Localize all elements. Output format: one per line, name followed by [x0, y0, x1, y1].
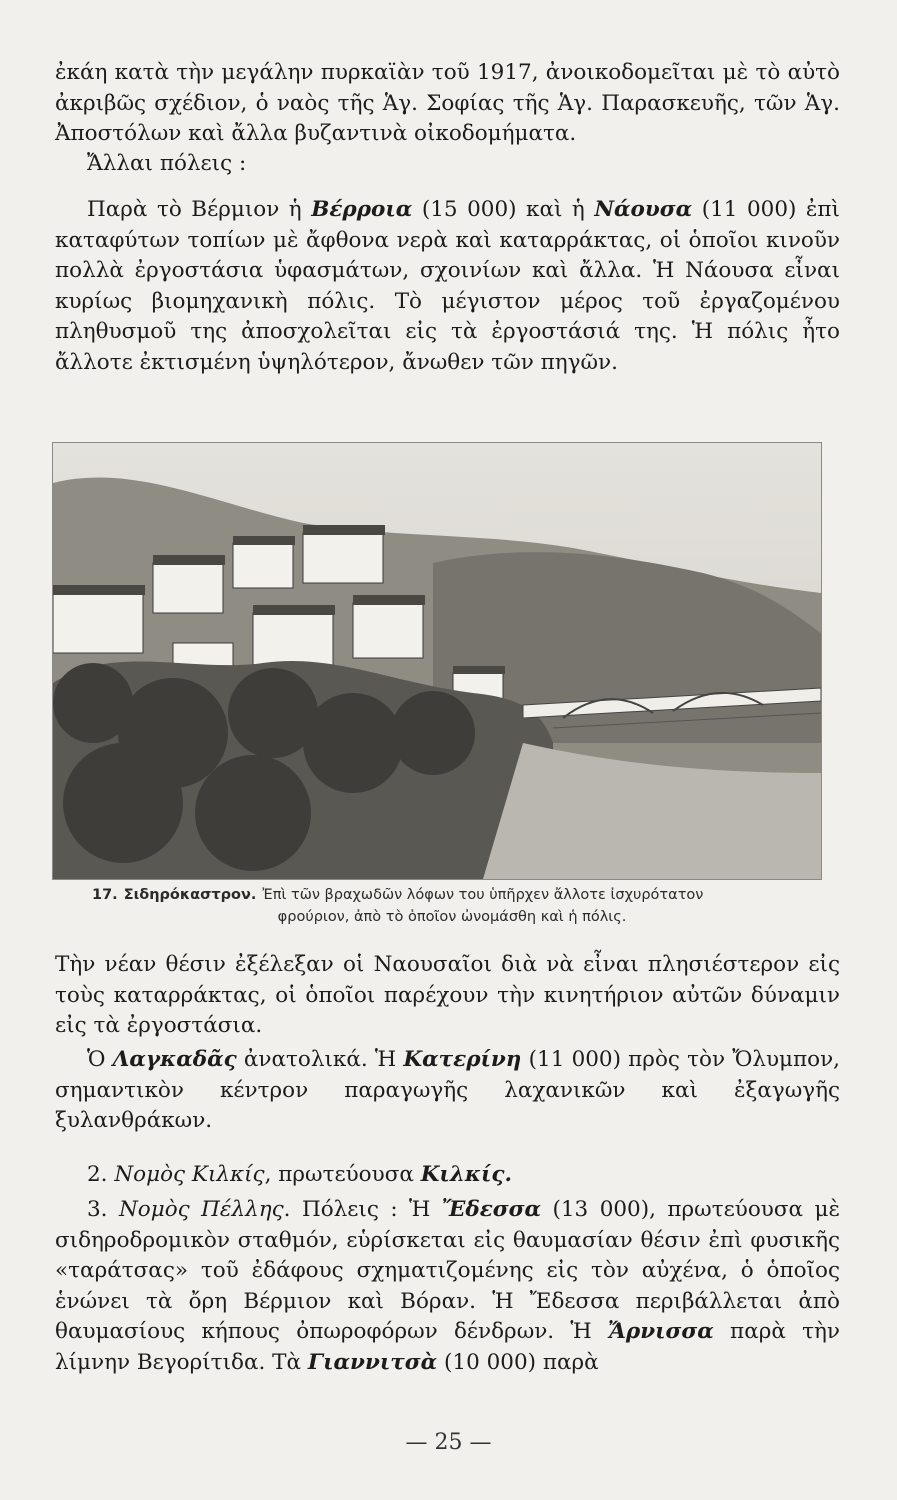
city-katerini: Κατερίνη [403, 1047, 522, 1072]
paragraph-veroia-naousa: Παρὰ τὸ Βέρμιον ἡ Βέρροια (15 000) καὶ ἡ Νάουσα (11 000) ἐπὶ καταφύτων τοπίων μὲ ἄφθονα νερὰ καὶ καταρράκτας, οἱ ὁποῖοι κινοῦν πολλὰ ἐργοστάσια ὑφασμάτων, σχοινίων καὶ ἄλλα. Ἡ Νάουσα εἶναι κυρίως βιομηχανικὴ πόλις. Τὸ μέγιστον μέρος τοῦ ἐργαζομένου πληθυσμοῦ της ἀποσχολεῖται εἰς τὰ ἐργοστάσιά της. Ἡ πόλις ἦτο ἄλλοτε ἐκτισμένη ὑψηλότερον, ἄνωθεν τῶν πηγῶν. [55, 197, 840, 375]
town-lagkadas: Λαγκαδᾶς [112, 1047, 237, 1072]
city-veroia: Βέρροια [311, 197, 413, 222]
paragraph-new-site: Τὴν νέαν θέσιν ἐξέλεξαν οἱ Ναουσαῖοι διὰ νὰ εἶναι πλησιέστερον εἰς τοὺς καταρράκτας, οἱ ὁποῖοι παρέχουν τὴν κινητήριον αὐτῶν δύναμιν εἰς τὰ ἐργοστάσια. [55, 952, 840, 1038]
paragraph-kilkis: 2. Νομὸς Κιλκίς, πρωτεύουσα Κιλκίς. [87, 1162, 512, 1187]
city-naousa: Νάουσα [594, 197, 693, 222]
city-edessa: Ἔδεσσα [441, 1197, 542, 1222]
paragraph-lagkadas-katerini: Ὁ Λαγκαδᾶς ἀνατολικά. Ἡ Κατερίνη (11 000) πρὸς τὸν Ὄλυμπον, σημαντικὸν κέντρον παραγωγῆς λαχανικῶν καὶ ἐξαγωγῆς ξυλανθράκων. [55, 1047, 840, 1133]
prefecture-kilkis: Νομὸς Κιλκίς [114, 1162, 265, 1187]
figure-number: 17. [92, 887, 118, 903]
prefecture-pella: Νομὸς Πέλλης [118, 1197, 284, 1222]
caption-line-1: Ἐπὶ τῶν βραχωδῶν λόφων του ὑπῆρχεν ἄλλοτε ἰσχυρότατον [262, 887, 704, 903]
caption-line-2: φρούριον, ἀπὸ τὸ ὁποῖον ὠνομάσθη καὶ ἡ πόλις. [277, 909, 627, 925]
photo-sidirokastro [52, 442, 822, 880]
figure-caption [92, 884, 852, 928]
paragraph-intro: ἐκάη κατὰ τὴν μεγάλην πυρκαϊὰν τοῦ 1917, ἀνοικοδομεῖται μὲ τὸ αὐτὸ ἀκριβῶς σχέδιον, ὁ ναὸς τῆς Ἁγ. Σοφίας τῆς Ἁγ. Παρασκευῆς, τῶν Ἁγ. Ἀποστόλων καὶ ἄλλα βυζαντινὰ οἰκοδομήματα. [55, 60, 840, 146]
town-arnissa: Ἄρνισσα [608, 1319, 714, 1344]
paragraph-pella: 3. Νομὸς Πέλλης. Πόλεις : Ἡ Ἔδεσσα (13 000), πρωτεύουσα μὲ σιδηροδρομικὸν σταθμόν, εὑρίσκεται εἰς θαυμασίαν θέσιν ἐπὶ φυσικῆς «ταράτσας» τοῦ ἐδάφους σχηματιζομένης εἰς τὸν αὐχένα, ὁ ὁποῖος ἑνώνει τὰ ὄρη Βέρμιον καὶ Βόραν. Ἡ Ἔδεσσα περιβάλλεται ἀπὸ θαυμασίους κήπους ὀπωροφόρων δένδρων. Ἡ Ἄρνισσα παρὰ τὴν λίμνην Βεγορίτιδα. Τὰ Γιαννιτσὰ (10 000) παρὰ [55, 1197, 841, 1375]
figure-title: Σιδηρόκαστρον. [123, 887, 257, 903]
page-number: — 25 — [405, 1430, 492, 1455]
paragraph-other-cities-heading: Ἄλλαι πόλεις : [87, 151, 247, 176]
city-kilkis: Κιλκίς. [420, 1162, 512, 1187]
city-giannitsa: Γιαννιτσὰ [307, 1349, 438, 1375]
